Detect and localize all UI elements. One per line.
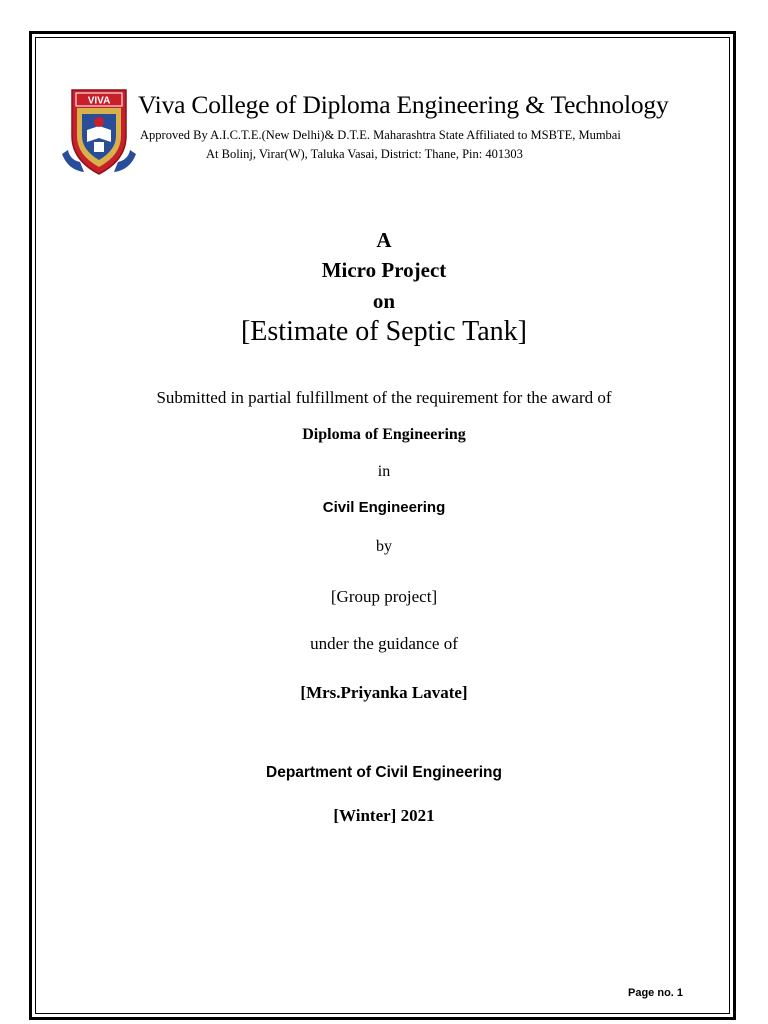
college-logo-icon (58, 84, 140, 180)
page-number: Page no. 1 (628, 987, 684, 999)
title-micro-project: Micro Project (321, 258, 447, 282)
college-approval: Approved By A.I.C.T.E.(New Delhi)& D.T.E. Maharashtra State Affiliated to MSBTE, Mumbai (140, 128, 621, 142)
college-name: Viva College of Diploma Engineering & Technology (138, 90, 669, 119)
title-on: on (372, 289, 396, 313)
college-address: At Bolinj, Virar(W), Taluka Vasai, District: Thane, Pin: 401303 (206, 147, 523, 161)
group-project: [Group project] (330, 587, 438, 606)
diploma-name: Diploma of Engineering (302, 426, 466, 443)
branch-name: Civil Engineering (322, 499, 446, 516)
session-year: [Winter] 2021 (333, 806, 435, 825)
title-line-a: A (376, 228, 392, 252)
by-text: by (376, 538, 392, 555)
in-text: in (377, 463, 391, 480)
project-title: [Estimate of Septic Tank] (240, 316, 527, 347)
submission-statement: Submitted in partial fulfillment of the requirement for the award of (156, 388, 612, 407)
guide-name: [Mrs.Priyanka Lavate] (300, 683, 468, 702)
logo-text: VIVA (87, 95, 111, 107)
college-header (58, 84, 708, 184)
department-name: Department of Civil Engineering (266, 764, 502, 781)
guidance-text: under the guidance of (310, 634, 458, 653)
